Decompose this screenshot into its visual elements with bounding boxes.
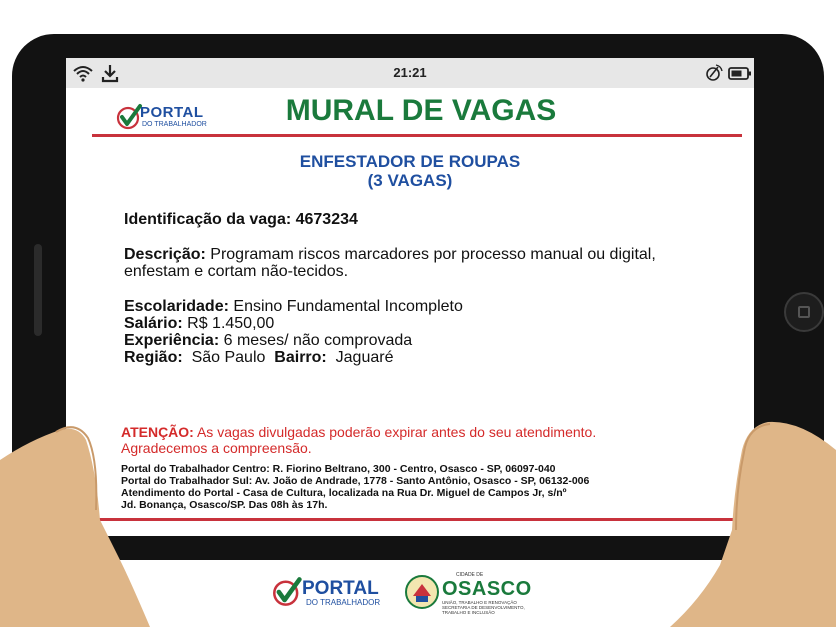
footer-logo-subtext: DO TRABALHADOR (306, 598, 381, 607)
logo-text: PORTAL (140, 104, 204, 121)
job-vacancies: (3 VAGAS) (367, 171, 453, 190)
footer-divider (92, 518, 742, 521)
footer-logo-text: PORTAL (302, 578, 379, 599)
home-button[interactable] (784, 292, 824, 332)
job-education: Escolaridade: Ensino Fundamental Incompleto (124, 298, 463, 315)
tablet-side-slot (34, 244, 42, 336)
city-seal-icon (404, 574, 440, 610)
osasco-logo (404, 572, 534, 615)
square-icon (798, 306, 810, 318)
checkmark-icon (272, 576, 304, 608)
job-description: Descrição: Programam riscos marcadores por processo manual ou digital, (124, 246, 656, 263)
city-label: CIDADE DE (456, 572, 484, 578)
job-id: Identificação da vaga: 4673234 (124, 211, 358, 228)
right-hand (650, 400, 836, 627)
address-line: Portal do Trabalhador Sul: Av. João de Andrade, 1778 - Santo Antônio, Osasco - SP, 06132-006 (121, 475, 590, 487)
address-line: Jd. Bonança, Osasco/SP. Das 08h às 17h. (121, 499, 328, 511)
page-title: MURAL DE VAGAS (285, 94, 557, 127)
address-line: Portal do Trabalhador Centro: R. Fiorino Beltrano, 300 - Centro, Osasco - SP, 06097-040 (121, 463, 556, 475)
left-hand (0, 400, 180, 627)
portal-logo (116, 103, 236, 133)
status-time: 21:21 (393, 65, 427, 80)
job-title: ENFESTADOR DE ROUPAS (299, 152, 521, 171)
job-region: Região: São Paulo Bairro: Jaguaré (124, 349, 394, 366)
attention-notice: ATENÇÃO: As vagas divulgadas poderão expirar antes do seu atendimento. Agradecemos a compreensão. (121, 424, 597, 456)
header-divider (92, 134, 742, 137)
job-description-cont: enfestam e cortam não-tecidos. (124, 263, 349, 280)
footer-portal-logo (272, 576, 384, 608)
satellite-icon (704, 63, 724, 83)
logo-subtext: DO TRABALHADOR (142, 121, 207, 128)
job-salary: Salário: R$ 1.450,00 (124, 315, 275, 332)
city-name: OSASCO (442, 578, 532, 600)
status-bar (66, 58, 754, 88)
address-line: Atendimento do Portal - Casa de Cultura, localizada na Rua Dr. Miguel de Campos Jr, s/nº (121, 487, 567, 499)
battery-icon (728, 63, 752, 83)
city-subtitle: UNIÃO, TRABALHO E RENOVAÇÃO SECRETARIA DE DESENVOLVIMENTO, TRABALHO E INCLUSÃO (442, 600, 525, 615)
job-experience: Experiência: 6 meses/ não comprovada (124, 332, 413, 349)
